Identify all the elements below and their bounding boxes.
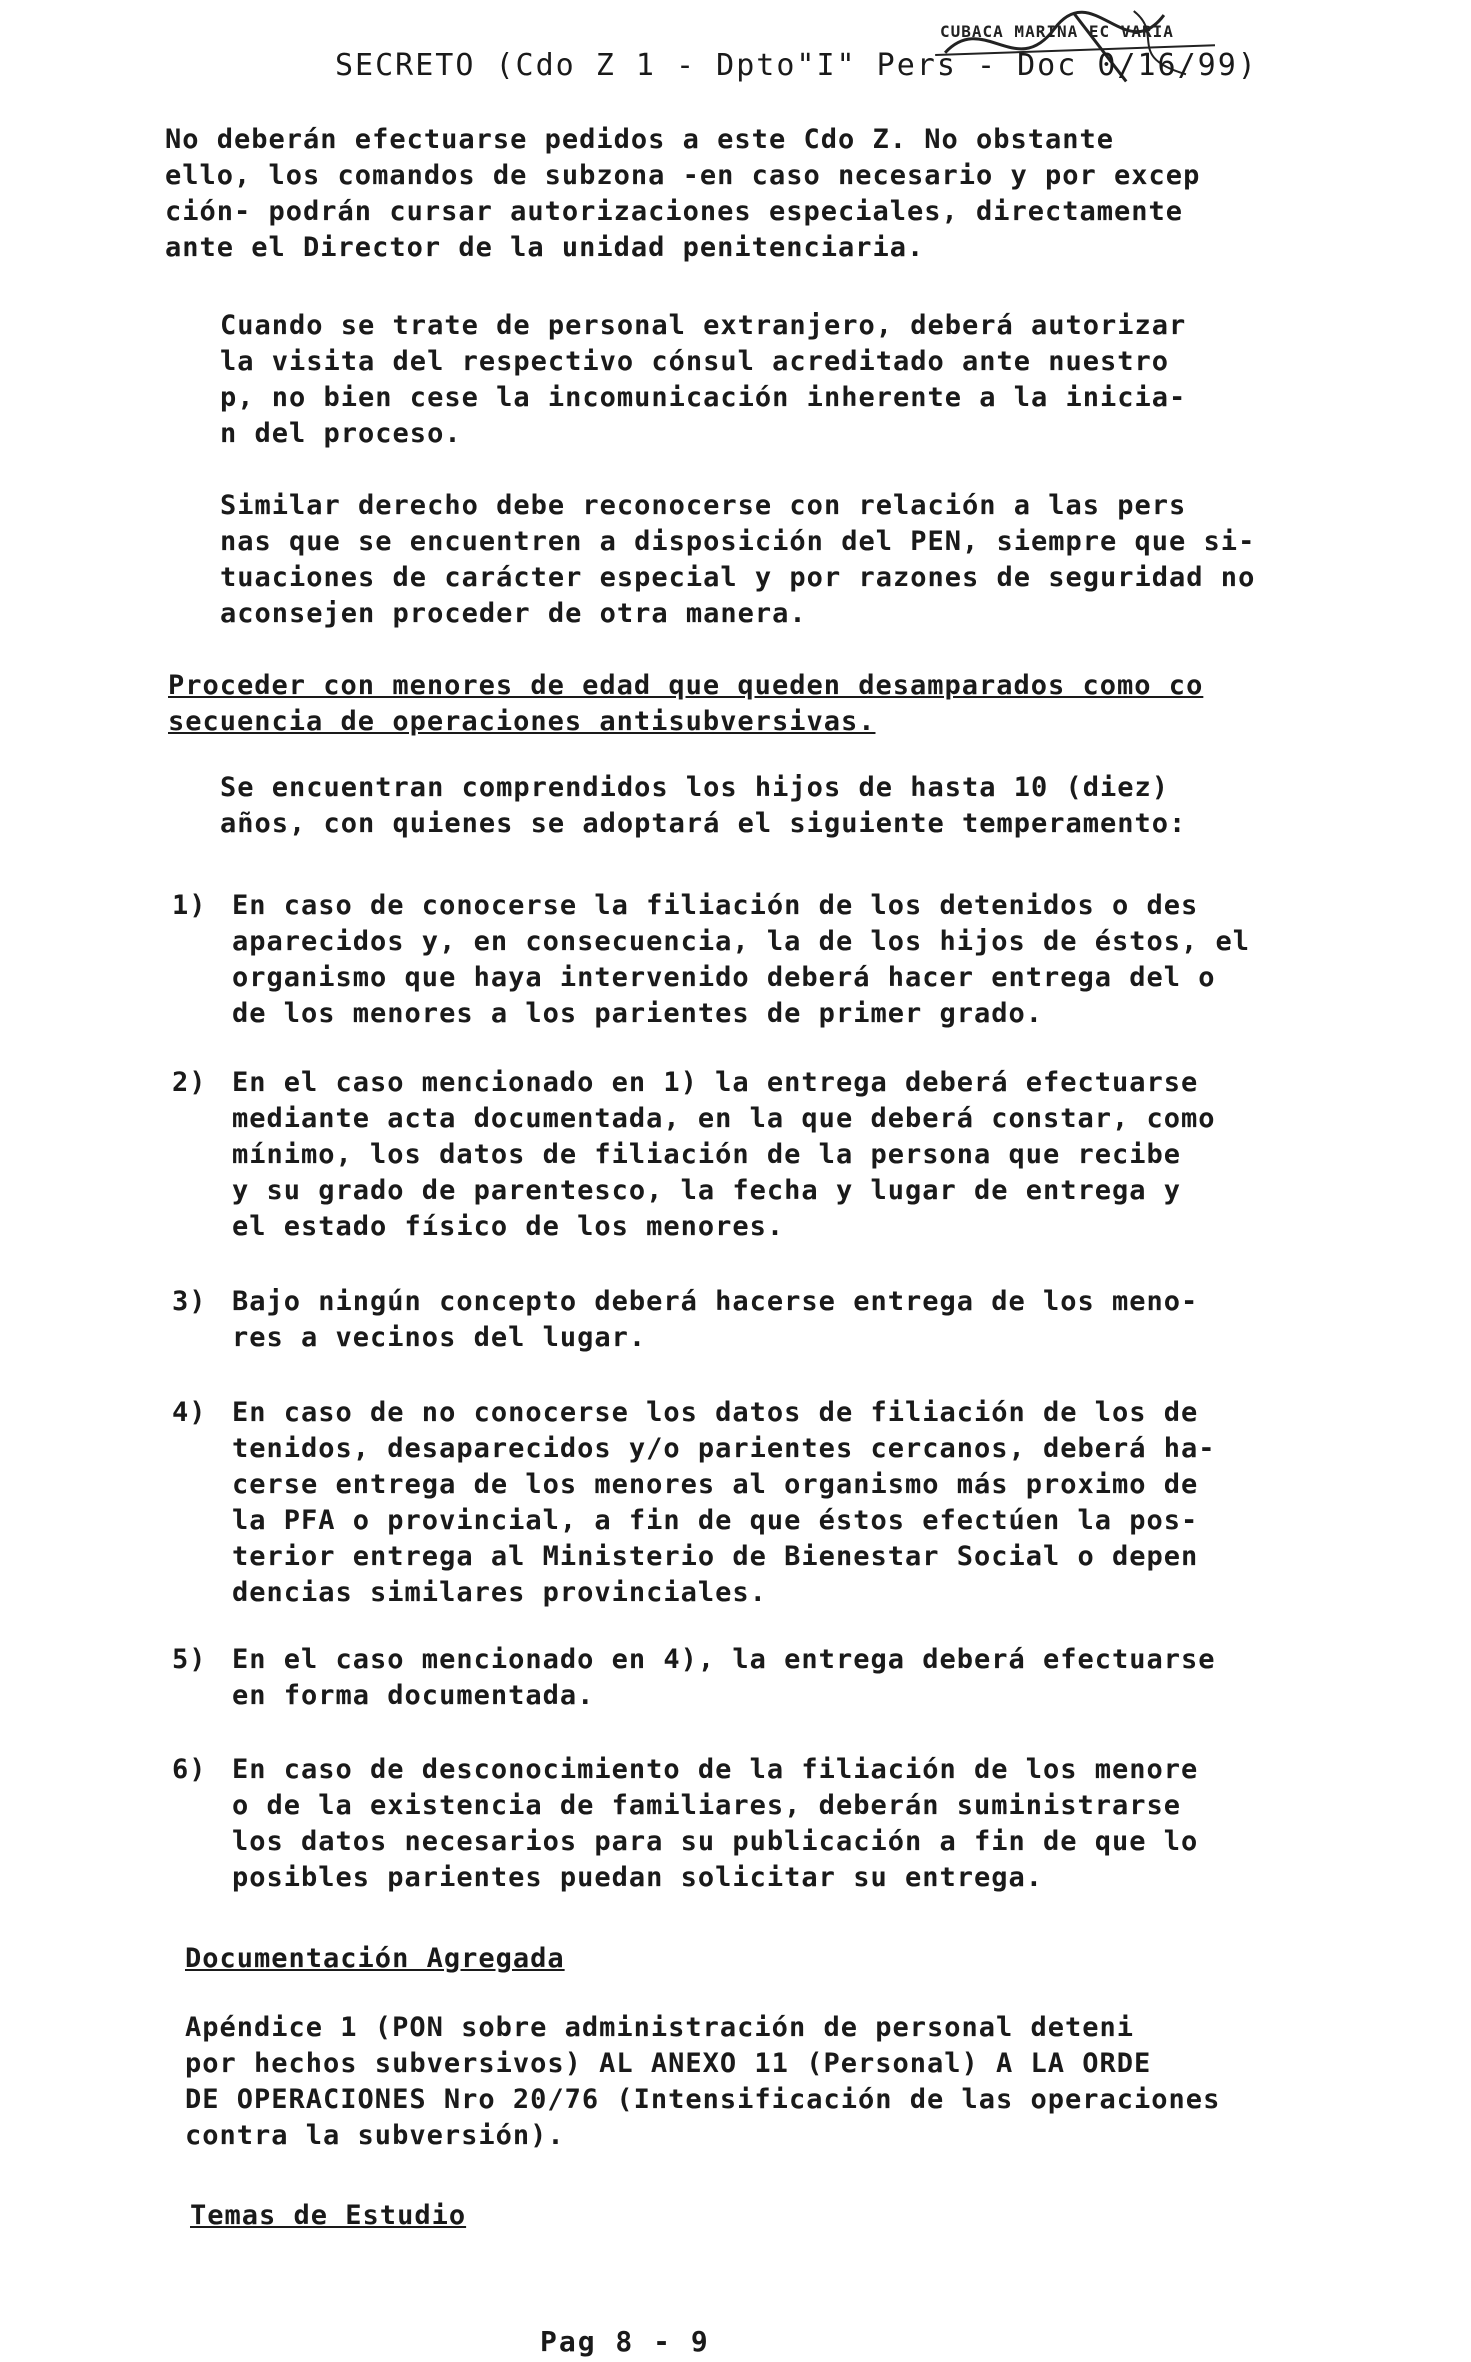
list-item-text: En caso de no conocerse los datos de filiación de los de tenidos, desaparecidos y/o parientes cercanos, deberá ha- cerse entrega de los menores al organismo más proximo de la PFA o provincial, a fin de que éstos efectúen la pos- terior entrega al Ministerio de Bienestar Social o depen dencias similares provinciales. — [232, 1397, 1216, 1608]
paragraph-foreign-personnel: Cuando se trate de personal extranjero, deberá autorizar la visita del respectivo cónsul acreditado ante nuestro p, no bien cese la incomunicación inherente a la inicia- n del proceso. — [220, 310, 1187, 449]
section-heading-attached-docs: Documentación Agregada — [185, 1943, 565, 1974]
list-item-text: En caso de desconocimiento de la filiación de los menore o de la existencia de familiares, deberán suministrarse los datos necesarios para su publicación a fin de que lo posibles parientes puedan solicitar su entrega. — [232, 1754, 1199, 1893]
list-item-text: En el caso mencionado en 4), la entrega deberá efectuarse en forma documentada. — [232, 1644, 1216, 1711]
list-item-number: 1) — [172, 890, 207, 921]
list-item-text: Bajo ningún concepto deberá hacerse entrega de los meno- res a vecinos del lugar. — [232, 1286, 1199, 1353]
paragraph-appendix-reference: Apéndice 1 (PON sobre administración de personal deteni por hechos subversivos) AL ANEXO 11 (Personal) A LA ORDE DE OPERACIONES Nro 20/76 (Intensificación de las operaciones contra la subversión). — [185, 2012, 1221, 2151]
list-item-number: 5) — [172, 1644, 207, 1675]
list-item-text: En caso de conocerse la filiación de los detenidos o des aparecidos y, en consecuencia, la de los hijos de éstos, el organismo que haya intervenido deberá hacer entrega del o de los menores a los parientes de primer grado. — [232, 890, 1251, 1029]
list-item-number: 4) — [172, 1397, 207, 1428]
list-item-number: 3) — [172, 1286, 207, 1317]
paragraph-minors-intro: Se encuentran comprendidos los hijos de hasta 10 (diez) años, con quienes se adoptará el siguiente temperamento: — [220, 772, 1187, 839]
list-item-number: 6) — [172, 1754, 207, 1785]
paragraph-orders: No deberán efectuarse pedidos a este Cdo Z. No obstante ello, los comandos de subzona -en caso necesario y por excep ción- podrán cursar autorizaciones especiales, directamente ante el Director de la unidad penitenciaria. — [165, 124, 1201, 263]
list-item-text: En el caso mencionado en 1) la entrega deberá efectuarse mediante acta documentada, en la que deberá constar, como mínimo, los datos de filiación de la persona que recibe y su grado de parentesco, la fecha y lugar de entrega y el estado físico de los menores. — [232, 1067, 1216, 1242]
page-number: Pag 8 - 9 — [540, 2325, 710, 2358]
paragraph-pen-detainees: Similar derecho debe reconocerse con relación a las pers nas que se encuentren a disposición del PEN, siempre que si- tuaciones de carácter especial y por razones de seguridad no aconsejen proceder de otra manera. — [220, 490, 1256, 629]
document-header: SECRETO (Cdo Z 1 - Dpto"I" Pers - Doc 0/16/99) — [335, 48, 1258, 83]
section-heading-minors: Proceder con menores de edad que queden desamparados como co secuencia de operaciones antisubversivas. — [168, 670, 1204, 737]
stamp-text: CUBACA MARINA EC VARIA — [940, 22, 1174, 41]
section-heading-study-topics: Temas de Estudio — [190, 2200, 467, 2231]
list-item-number: 2) — [172, 1067, 207, 1098]
